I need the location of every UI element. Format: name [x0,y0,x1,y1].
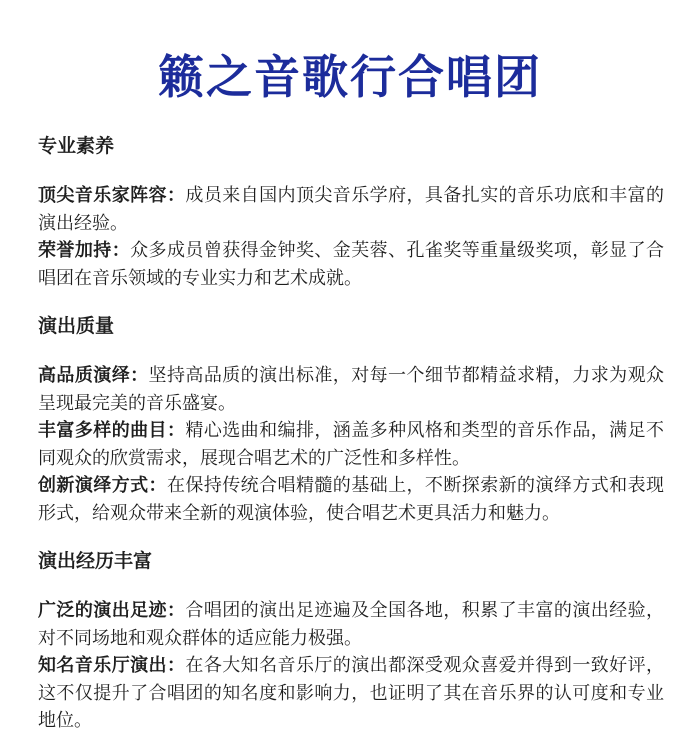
item-text: 合唱团的演出足迹遍及全国各地，积累了丰富的演出经验，对不同场地和观众群体的适应能力极强。 [38,600,665,649]
list-item [38,362,664,417]
list-item [38,417,664,472]
section-performance-experience [38,543,664,735]
item-label: 顶尖音乐家阵容： [38,185,186,206]
item-label: 丰富多样的曲目： [38,420,186,441]
item-text: 精心选曲和编排，涵盖多种风格和类型的音乐作品，满足不同观众的欣赏需求，展现合唱艺术的广泛性和多样性。 [38,420,665,469]
list-item [38,472,664,527]
section-heading: 专业素养 [38,135,115,157]
page-title: 籁之音歌行合唱团 [158,49,542,104]
section-heading: 演出质量 [38,315,115,337]
section-list [38,182,664,292]
item-label: 广泛的演出足迹： [38,600,186,621]
item-text: 在保持传统合唱精髓的基础上，不断探索新的演绎方式和表现形式，给观众带来全新的观演体验，使合唱艺术更具活力和魅力。 [38,475,665,524]
section-performance-quality [38,308,664,527]
document-body [38,128,664,751]
list-item [38,597,664,652]
section-heading: 演出经历丰富 [38,550,153,572]
section-list [38,362,664,527]
item-text: 众多成员曾获得金钟奖、金芙蓉、孔雀奖等重量级奖项，彰显了合唱团在音乐领域的专业实力和艺术成就。 [38,240,665,289]
list-item [38,182,664,237]
list-item [38,652,664,735]
section-professionalism [38,128,664,292]
item-label: 知名音乐厅演出： [38,655,186,676]
item-text: 在各大知名音乐厅的演出都深受观众喜爱并得到一致好评，这不仅提升了合唱团的知名度和影响力，也证明了其在音乐界的认可度和专业地位。 [38,655,665,731]
section-list [38,597,664,735]
list-item [38,237,664,292]
item-label: 高品质演绎： [38,365,149,386]
item-text: 坚持高品质的演出标准，对每一个细节都精益求精，力求为观众呈现最完美的音乐盛宴。 [38,365,664,414]
item-label: 荣誉加持： [38,240,131,261]
item-label: 创新演绎方式： [38,475,167,496]
item-text: 成员来自国内顶尖音乐学府，具备扎实的音乐功底和丰富的演出经验。 [38,185,665,234]
